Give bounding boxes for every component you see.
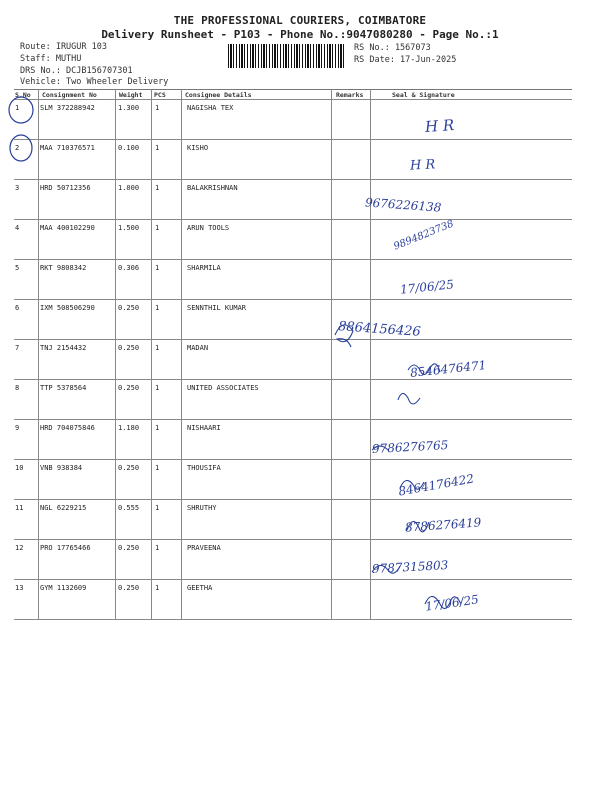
cell-weight: 1.300 [118, 104, 140, 112]
signature: 8864156426 [337, 319, 422, 340]
cell-consignee: NISHAARI [187, 424, 221, 432]
cell-weight: 1.500 [118, 224, 140, 232]
cell-pcs: 1 [155, 424, 160, 432]
cell-sno: 8 [15, 384, 20, 392]
signature: 8464176422 [397, 471, 475, 499]
cell-consignment: RKT 9808342 [40, 264, 87, 272]
cell-consignee: SENNTHIL KUMAR [187, 304, 247, 312]
cell-sno: 2 [15, 144, 20, 152]
cell-pcs: 1 [155, 344, 160, 352]
signature-stroke [372, 446, 388, 450]
cell-sno: 12 [15, 544, 24, 552]
cell-weight: 0.306 [118, 264, 140, 272]
cell-weight: 1.180 [118, 424, 140, 432]
col-header-consignee: Consignee Details [185, 91, 252, 99]
cell-consignee: SHRUTHY [187, 504, 217, 512]
cell-consignee: MADAN [187, 344, 209, 352]
signature: H R [409, 157, 436, 174]
signature: 17/06/25 [424, 592, 480, 614]
col-header-seal: Seal & Signature [392, 91, 455, 99]
signature: 8786276419 [404, 515, 482, 535]
drs-number: DRS No.: DCJB156707301 [20, 66, 133, 76]
signature: 8546476471 [409, 358, 487, 380]
signature-stroke [408, 364, 440, 375]
signature: H R [424, 116, 455, 136]
cell-sno: 1 [15, 104, 20, 112]
cell-weight: 1.000 [118, 184, 140, 192]
cell-sno: 3 [15, 184, 20, 192]
signature: 9676226138 [364, 195, 442, 215]
rs-number: RS No.: 1567073 [354, 43, 431, 53]
col-header-sno: S.No [15, 91, 31, 99]
staff-label: Staff: MUTHU [20, 54, 82, 64]
cell-weight: 0.250 [118, 464, 140, 472]
cell-consignment: SLM 372288942 [40, 104, 95, 112]
cell-pcs: 1 [155, 464, 160, 472]
col-header-consignment: Consignment No [42, 91, 97, 99]
cell-pcs: 1 [155, 224, 160, 232]
cell-weight: 0.250 [118, 544, 140, 552]
cell-weight: 0.250 [118, 304, 140, 312]
cell-consignee: THOUSIFA [187, 464, 221, 472]
cell-sno: 7 [15, 344, 20, 352]
signature-stroke [400, 480, 424, 489]
cell-consignee: UNITED ASSOCIATES [187, 384, 259, 392]
cell-pcs: 1 [155, 104, 160, 112]
cell-weight: 0.250 [118, 344, 140, 352]
cell-consignment: IXM 508506290 [40, 304, 95, 312]
cell-sno: 10 [15, 464, 24, 472]
cell-sno: 9 [15, 424, 20, 432]
cell-sno: 5 [15, 264, 20, 272]
col-header-remarks: Remarks [336, 91, 364, 99]
cell-consignee: GEETHA [187, 584, 213, 592]
cell-consignment: TNJ 2154432 [40, 344, 87, 352]
signature-stroke [407, 521, 429, 531]
signature-stroke [372, 565, 400, 573]
cell-pcs: 1 [155, 184, 160, 192]
cell-pcs: 1 [155, 264, 160, 272]
cell-pcs: 1 [155, 544, 160, 552]
cell-weight: 0.250 [118, 584, 140, 592]
cell-pcs: 1 [155, 144, 160, 152]
cell-consignee: PRAVEENA [187, 544, 221, 552]
cell-consignment: PRO 17765466 [40, 544, 91, 552]
cell-consignee: SHARMILA [187, 264, 221, 272]
signature-stroke [335, 325, 353, 347]
cell-sno: 4 [15, 224, 20, 232]
cell-consignee: NAGISHA TEX [187, 104, 234, 112]
signature: 17/06/25 [399, 277, 455, 297]
cell-pcs: 1 [155, 384, 160, 392]
cell-consignment: NGL 6229215 [40, 504, 87, 512]
cell-consignment: HRD 50712356 [40, 184, 91, 192]
route-label: Route: IRUGUR 103 [20, 42, 107, 52]
col-header-weight: Weight [119, 91, 143, 99]
cell-consignment: TTP 5378564 [40, 384, 87, 392]
cell-consignment: VNB 938384 [40, 464, 83, 472]
signature-stroke [398, 393, 420, 404]
cell-weight: 0.100 [118, 144, 140, 152]
cell-sno: 13 [15, 584, 24, 592]
cell-pcs: 1 [155, 504, 160, 512]
cell-sno: 11 [15, 504, 24, 512]
cell-consignment: HRD 704075846 [40, 424, 95, 432]
vehicle-label: Vehicle: Two Wheeler Delivery [20, 77, 169, 87]
cell-consignment: MAA 710376571 [40, 144, 95, 152]
page-subtitle: Delivery Runsheet - P103 - Phone No.:9047080280 - Page No.:1 [101, 28, 499, 41]
cell-consignee: BALAKRISHNAN [187, 184, 238, 192]
cell-sno: 6 [15, 304, 20, 312]
cell-weight: 0.555 [118, 504, 140, 512]
cell-consignee: ARUN TOOLS [187, 224, 230, 232]
signature: 9894823738 [392, 218, 456, 253]
col-header-pcs: PCS [154, 91, 166, 99]
cell-consignment: MAA 400102290 [40, 224, 95, 232]
cell-consignment: GYM 1132609 [40, 584, 87, 592]
cell-weight: 0.250 [118, 384, 140, 392]
cell-pcs: 1 [155, 584, 160, 592]
cell-consignee: KISHO [187, 144, 209, 152]
signature: 9787315803 [371, 558, 449, 576]
signature-stroke [425, 596, 461, 608]
signature: 9786276765 [371, 438, 449, 456]
page-title: THE PROFESSIONAL COURIERS, COIMBATORE [173, 14, 427, 27]
cell-pcs: 1 [155, 304, 160, 312]
rs-date: RS Date: 17-Jun-2025 [354, 55, 457, 65]
